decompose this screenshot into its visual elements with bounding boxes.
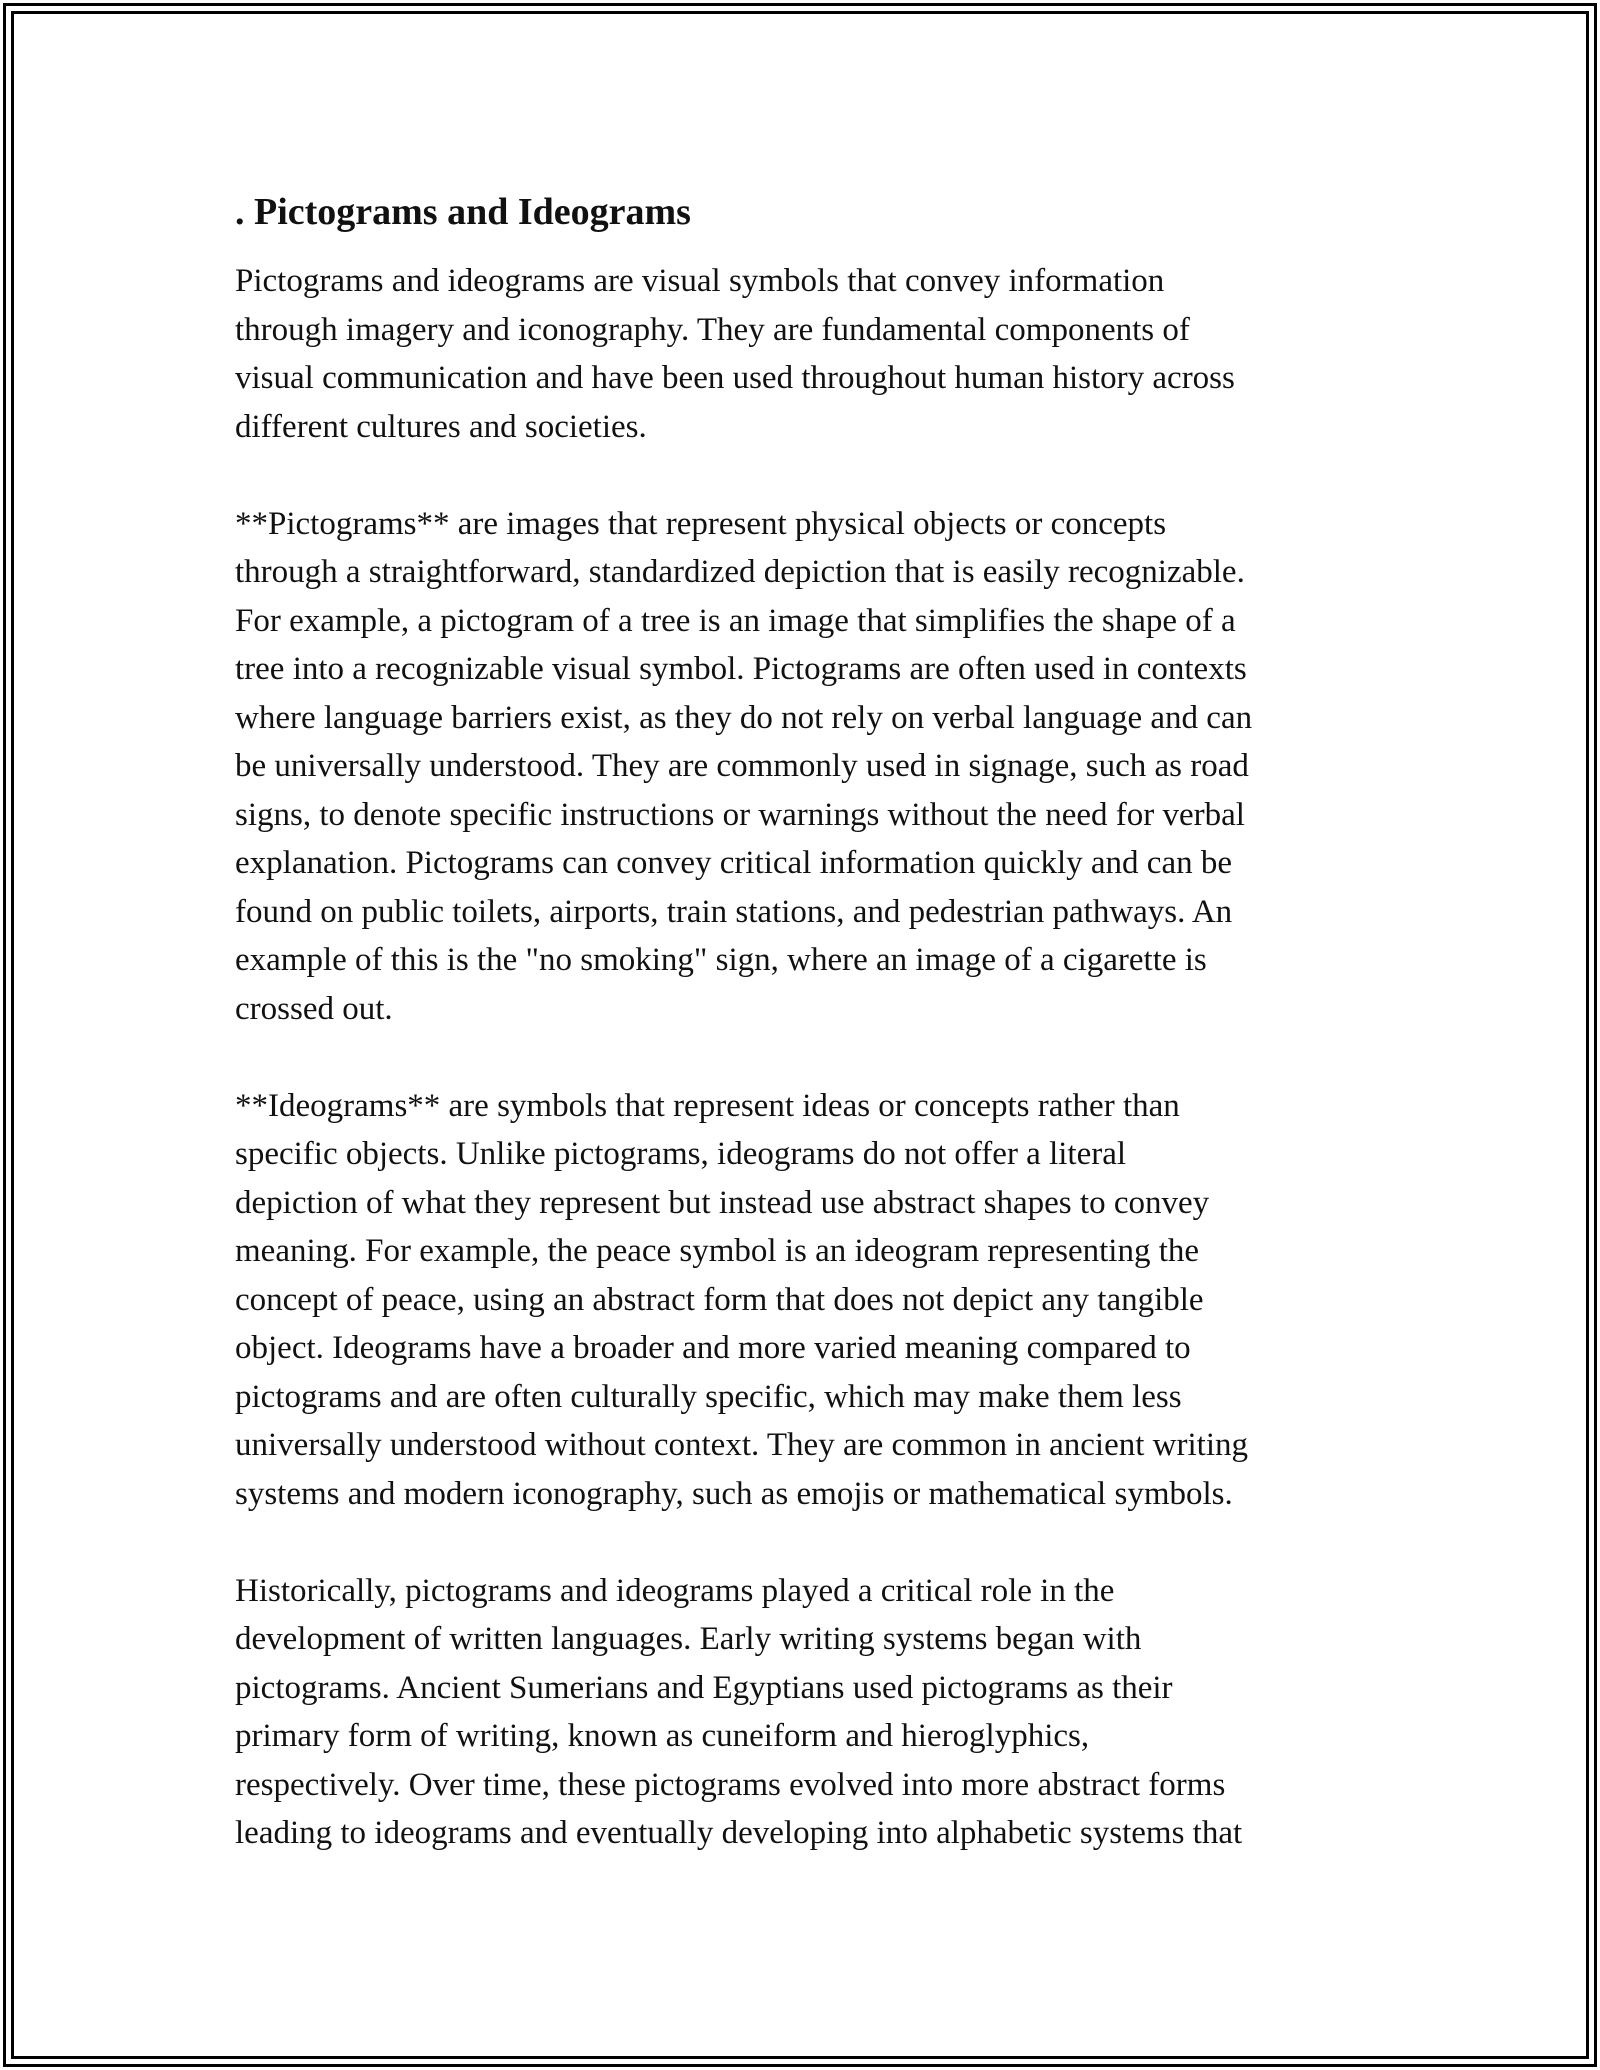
text-line: Pictograms and ideograms are visual symbols that convey information bbox=[235, 263, 1165, 299]
text-line: explanation. Pictograms can convey critical information quickly and can be bbox=[235, 845, 1232, 881]
paragraph-intro bbox=[235, 257, 1380, 451]
text-line: found on public toilets, airports, train stations, and pedestrian pathways. An bbox=[235, 893, 1233, 930]
text-line: universally understood without context. They are common in ancient writing bbox=[235, 1427, 1248, 1463]
text-line: crossed out. bbox=[235, 990, 393, 1027]
text-line: where language barriers exist, as they do not rely on verbal language and can bbox=[235, 699, 1253, 736]
text-line: through imagery and iconography. They are fundamental components of bbox=[235, 311, 1190, 348]
text-line: systems and modern iconography, such as emojis or mathematical symbols. bbox=[235, 1475, 1233, 1512]
text-line: meaning. For example, the peace symbol is an ideogram representing the bbox=[235, 1233, 1200, 1269]
text-line: object. Ideograms have a broader and more varied meaning compared to bbox=[235, 1330, 1191, 1366]
text-line: example of this is the "no smoking" sign, where an image of a cigarette is bbox=[235, 942, 1207, 978]
document-body bbox=[235, 185, 1380, 1906]
paragraph-ideograms bbox=[235, 1082, 1380, 1519]
text-line: visual communication and have been used throughout human history across bbox=[235, 360, 1235, 396]
text-line: primary form of writing, known as cuneiform and hieroglyphics, bbox=[235, 1718, 1090, 1754]
text-line: different cultures and societies. bbox=[235, 408, 647, 445]
text-line: development of written languages. Early writing systems began with bbox=[235, 1621, 1142, 1657]
paragraph-pictograms bbox=[235, 500, 1380, 1034]
text-line: pictograms. Ancient Sumerians and Egyptians used pictograms as their bbox=[235, 1669, 1173, 1706]
text-line: respectively. Over time, these pictograms evolved into more abstract forms bbox=[235, 1766, 1226, 1803]
text-line: be universally understood. They are commonly used in signage, such as road bbox=[235, 748, 1249, 784]
text-line: through a straightforward, standardized depiction that is easily recognizable. bbox=[235, 554, 1245, 590]
text-line: **Ideograms** are symbols that represent ideas or concepts rather than bbox=[235, 1087, 1180, 1124]
text-line: For example, a pictogram of a tree is an image that simplifies the shape of a bbox=[235, 602, 1236, 639]
text-line: specific objects. Unlike pictograms, ideograms do not offer a literal bbox=[235, 1136, 1127, 1172]
text-line: Historically, pictograms and ideograms played a critical role in the bbox=[235, 1572, 1115, 1609]
text-line: leading to ideograms and eventually developing into alphabetic systems that bbox=[235, 1815, 1243, 1851]
text-line: concept of peace, using an abstract form that does not depict any tangible bbox=[235, 1281, 1204, 1318]
text-line: **Pictograms** are images that represent physical objects or concepts bbox=[235, 505, 1167, 542]
section-heading: . Pictograms and Ideograms bbox=[235, 191, 691, 233]
paragraph-history bbox=[235, 1567, 1380, 1858]
text-line: depiction of what they represent but instead use abstract shapes to convey bbox=[235, 1184, 1210, 1221]
text-line: pictograms and are often culturally specific, which may make them less bbox=[235, 1378, 1182, 1415]
text-line: tree into a recognizable visual symbol. Pictograms are often used in contexts bbox=[235, 651, 1247, 687]
text-line: signs, to denote specific instructions or warnings without the need for verbal bbox=[235, 796, 1245, 833]
